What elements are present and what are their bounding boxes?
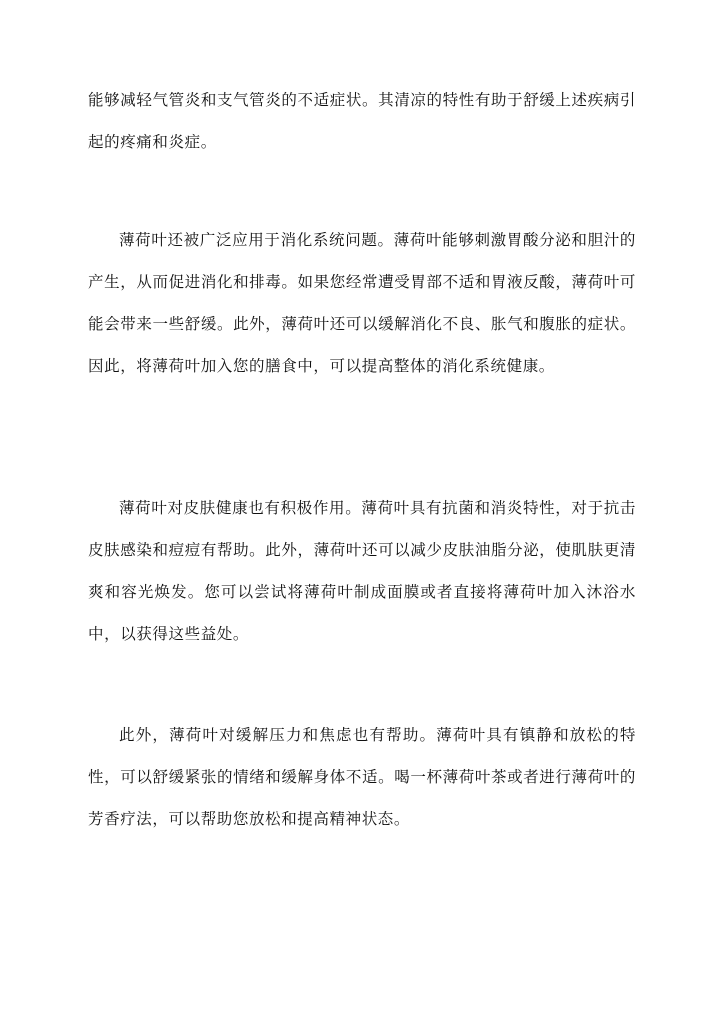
paragraph-skin-health: 薄荷叶对皮肤健康也有积极作用。薄荷叶具有抗菌和消炎特性，对于抗击皮肤感染和痘痘有帮助。此外，薄荷叶还可以减少皮肤油脂分泌，使肌肤更清爽和容光焕发。您可以尝试将薄荷叶制成面膜或者直接将薄荷叶加入沐浴水中，以获得这些益处。 bbox=[88, 499, 636, 643]
paragraph-digestion: 薄荷叶还被广泛应用于消化系统问题。薄荷叶能够刺激胃酸分泌和胆汁的产生，从而促进消化和排毒。如果您经常遭受胃部不适和胃液反酸，薄荷叶可能会带来一些舒缓。此外，薄荷叶还可以缓解消化不良、胀气和腹胀的症状。因此，将薄荷叶加入您的膳食中，可以提高整体的消化系统健康。 bbox=[88, 231, 636, 375]
paragraph-stress-relief: 此外，薄荷叶对缓解压力和焦虑也有帮助。薄荷叶具有镇静和放松的特性，可以舒缓紧张的情绪和缓解身体不适。喝一杯薄荷叶茶或者进行薄荷叶的芳香疗法，可以帮助您放松和提高精神状态。 bbox=[88, 726, 636, 828]
paragraph-continuation: 能够减轻气管炎和支气管炎的不适症状。其清凉的特性有助于舒缓上述疾病引起的疼痛和炎症。 bbox=[88, 91, 636, 151]
